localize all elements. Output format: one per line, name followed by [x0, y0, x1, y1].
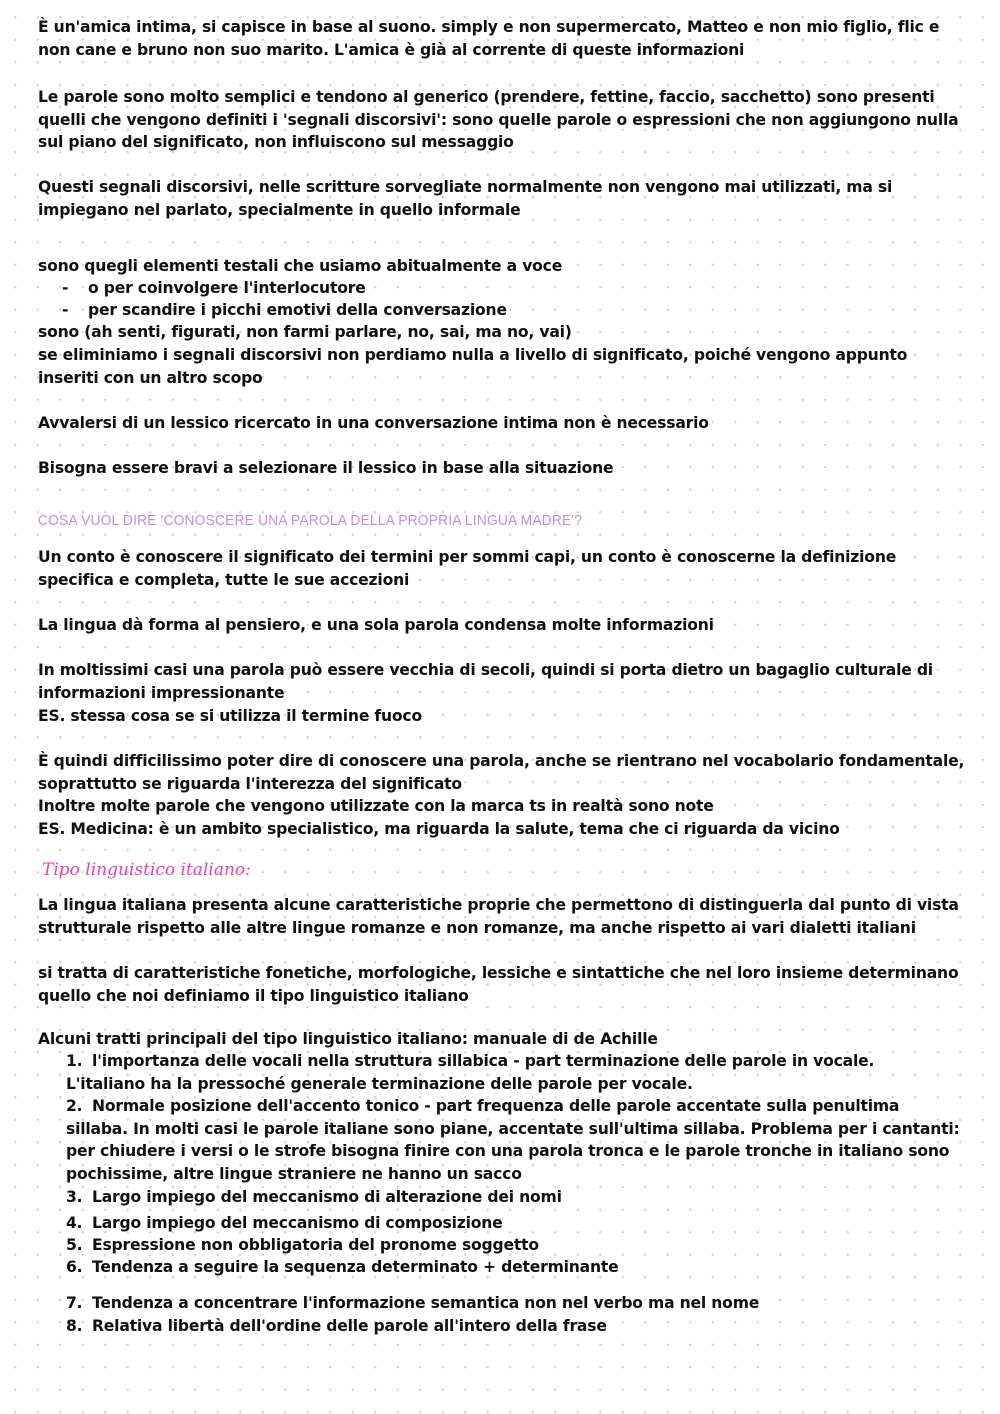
dash-icon: -	[62, 301, 69, 319]
intro-paragraph-1: È un'amica intima, si capisce in base al suono. simply e non supermercato, Matteo e non mio figlio, flic e non cane e bruno non suo marito. L'amica è già al corrente di queste informazioni	[38, 18, 940, 59]
list-item: 2. Normale posizione dell'accento tonico - part frequenza delle parole accentate sulla penultima sillaba. In molti casi le parole italiane sono piane, accentate sull'ultima sillaba. Problema per i cantanti: per chiudere i versi o le strofe bisogna finire con una parola tronca e le parole tronche in italiano sono pochissime, altre lingue straniere ne hanno un sacco	[66, 1097, 960, 1183]
signals-lead: sono quegli elementi testali che usiamo abitualmente a voce	[38, 257, 563, 275]
section1-paragraph-4: È quindi difficilissimo poter dire di conoscere una parola, anche se rientrano nel vocabolario fondamentale, soprattutto se riguarda l'interezza del significato	[38, 752, 965, 793]
signals-select: Bisogna essere bravi a selezionare il lessico in base alla situazione	[38, 459, 614, 477]
signals-elimination: se eliminiamo i segnali discorsivi non perdiamo nulla a livello di significato, poiché vengono appunto inseriti con un altro scopo	[38, 346, 908, 387]
section1-paragraph-5: Inoltre molte parole che vengono utilizzate con la marca ts in realtà sono note	[38, 797, 714, 815]
dash-icon: -	[62, 279, 69, 297]
bullet-item: - o per coinvolgere l'interlocutore	[62, 277, 366, 300]
list-item: 5. Espressione non obbligatoria del pronome soggetto	[66, 1236, 539, 1254]
section1-paragraph-1: Un conto è conoscere il significato dei termini per sommi capi, un conto è conoscerne la definizione specifica e completa, tutte le sue accezioni	[38, 548, 897, 589]
section-heading-conoscere: COSA VUOL DIRE 'CONOSCERE UNA PAROLA DELLA PROPRIA LINGUA MADRE'?	[38, 512, 583, 529]
section1-paragraph-3: In moltissimi casi una parola può essere vecchia di secoli, quindi si porta dietro un bagaglio culturale di informazioni impressionante	[38, 661, 933, 702]
section1-example-medicina: ES. Medicina: è un ambito specialistico, ma riguarda la salute, tema che ci riguarda da vicino	[38, 820, 840, 838]
section1-example-fuoco: ES. stessa cosa se si utilizza il termine fuoco	[38, 707, 422, 725]
list-item: 1. l'importanza delle vocali nella struttura sillabica - part terminazione delle parole in vocale. L'italiano ha la pressoché generale terminazione delle parole per vocale.	[66, 1052, 875, 1093]
section2-list-intro: Alcuni tratti principali del tipo linguistico italiano: manuale di de Achille	[38, 1030, 658, 1048]
list-item: 3. Largo impiego del meccanismo di alterazione dei nomi	[66, 1188, 562, 1206]
signals-examples: sono (ah senti, figurati, non farmi parlare, no, sai, ma no, vai)	[38, 323, 572, 341]
list-item: 8. Relativa libertà dell'ordine delle parole all'intero della frase	[66, 1317, 607, 1335]
intro-paragraph-3: Questi segnali discorsivi, nelle scritture sorvegliate normalmente non vengono mai utilizzati, ma si impiegano nel parlato, specialmente in quello informale	[38, 178, 893, 219]
intro-paragraph-2: Le parole sono molto semplici e tendono al generico (prendere, fettine, faccio, sacchetto) sono presenti quelli che vengono definiti i 'segnali discorsivi': sono quelle parole o espressioni che non aggiungono nulla sul piano del significato, non influiscono sul messaggio	[38, 88, 959, 152]
section1-paragraph-2: La lingua dà forma al pensiero, e una sola parola condensa molte informazioni	[38, 616, 714, 634]
list-item: 6. Tendenza a seguire la sequenza determinato + determinante	[66, 1258, 619, 1276]
section-heading-tipo-linguistico: Tipo linguistico italiano:	[42, 860, 251, 880]
signals-lexicon: Avvalersi di un lessico ricercato in una conversazione intima non è necessario	[38, 414, 709, 432]
section2-paragraph-1: La lingua italiana presenta alcune caratteristiche proprie che permettono di distinguerla dal punto di vista strutturale rispetto alle altre lingue romanze e non romanze, ma anche rispetto ai vari dialetti italiani	[38, 896, 959, 937]
list-item: 7. Tendenza a concentrare l'informazione semantica non nel verbo ma nel nome	[66, 1294, 760, 1312]
bullet-item: - per scandire i picchi emotivi della conversazione	[62, 299, 507, 322]
list-item: 4. Largo impiego del meccanismo di composizione	[66, 1214, 503, 1232]
section2-paragraph-2: si tratta di caratteristiche fonetiche, morfologiche, lessiche e sintattiche che nel loro insieme determinano quello che noi definiamo il tipo linguistico italiano	[38, 964, 959, 1005]
